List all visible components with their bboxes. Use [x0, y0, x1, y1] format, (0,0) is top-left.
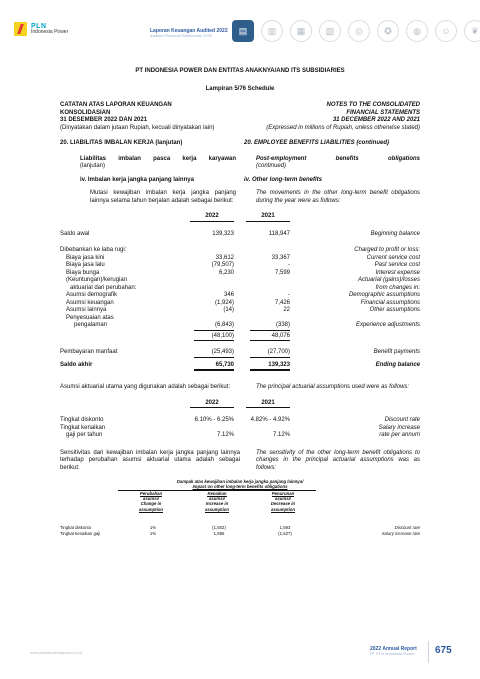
row-value-2021: 22 [283, 307, 290, 313]
footer-report-title: 2022 Annual Report [370, 646, 417, 652]
assumptions-intro [60, 384, 420, 392]
row-increase: 1,695 [213, 530, 225, 536]
left-heading-2: KONSOLIDASIAN [60, 109, 111, 116]
col-decrease-l2: asumsi/ [274, 496, 291, 502]
movement-intro-en: The movements in the other long-term benefit obligations during the year were as follows: [256, 190, 420, 204]
row-decrease: 1,593 [279, 525, 291, 531]
col-decrease-l4: assumption [270, 506, 296, 512]
row-value-2022: 346 [223, 292, 234, 298]
footer-report-sub: PT PLN Indonesia Power [370, 651, 415, 656]
subsection-cont-en: (continued) [256, 163, 287, 169]
row-decrease: (1,627) [278, 530, 292, 536]
right-heading-4: (Expressed in millions of Rupiah, unless otherwise stated) [266, 124, 420, 131]
row-label-en: Experience adjustments [355, 322, 420, 328]
row-value-2021: 48,076 [250, 333, 290, 342]
report-title [150, 28, 228, 39]
row-label: Tingkat kenaikan gaji [60, 530, 101, 536]
row-value-2022: (6,843) [194, 322, 234, 331]
sensitivity-title-en: Impact on other long-term benefits obligations [192, 484, 288, 490]
table-row [60, 262, 420, 270]
row-label: Tingkat diskonto [60, 417, 104, 423]
row-label: Tingkat diskonto [60, 525, 92, 531]
page-header [0, 0, 480, 62]
row-value-2022: 6,230 [218, 269, 234, 276]
row-label-en: Beginning balance [370, 230, 420, 237]
col-change-l1: Perubahan [139, 490, 163, 496]
row-label-en [290, 315, 420, 323]
sensitivity-table [60, 479, 420, 536]
row-label: (Keuntungan)/kerugian [66, 277, 128, 283]
company-title: PT INDONESIA POWER DAN ENTITAS ANAKNYA/AND ITS SUBSIDIARIES [135, 68, 345, 74]
table-row [60, 417, 420, 425]
row-value-2022: (79,507) [211, 262, 234, 268]
brand-name: PLN [31, 23, 47, 30]
table-row [60, 322, 420, 331]
col-change [118, 491, 184, 512]
document-body [60, 64, 420, 536]
factory-icon[interactable]: ▦ [290, 20, 312, 42]
table-row [60, 425, 420, 433]
col-increase-l1: Kenaikan [207, 490, 227, 496]
row-label [60, 333, 178, 342]
table-row [60, 531, 420, 536]
item-heading [60, 177, 420, 185]
movement-intro [60, 190, 420, 205]
row-label: Tingkat kenaikan [60, 424, 106, 431]
row-label-en: Past service cost [374, 262, 420, 268]
row-value-2021: 7,599 [274, 269, 290, 276]
statement-heading [60, 102, 420, 132]
sensitivity-columns [118, 490, 316, 512]
assumptions-intro-id: Asumsi aktuarial utama yang digunakan adalah sebagai berikut: [60, 384, 231, 390]
subsection-heading [60, 156, 420, 171]
row-value-2022 [178, 277, 234, 285]
row-label-en: Other assumptions [369, 307, 420, 313]
chart-icon[interactable]: ▧ [319, 20, 341, 42]
table-row [60, 307, 420, 315]
year-col-2022: 2022 [190, 213, 234, 222]
right-heading-1: NOTES TO THE CONSOLIDATED [326, 102, 420, 108]
row-label: Biaya jasa lalu [66, 262, 105, 268]
row-value-2021 [234, 285, 290, 293]
col-change-l3: Change in [140, 501, 162, 507]
row-label: Asumsi demografik [66, 292, 118, 298]
row-label: Saldo akhir [60, 361, 93, 368]
row-value-2022: (25,493) [194, 349, 234, 358]
footer-url[interactable]: www.plnindonesiapower.co.id [30, 650, 83, 655]
sensitivity-intro [60, 450, 420, 473]
row-label: Biaya bunga [66, 269, 100, 276]
row-value-2021 [234, 315, 290, 323]
table-row [60, 300, 420, 308]
row-label-en: Salary increase rate [381, 530, 420, 536]
table-row [60, 362, 420, 372]
left-heading-3: 31 DESEMBER 2022 DAN 2021 [60, 117, 148, 123]
row-label-en: Demographic assumptions [348, 292, 420, 298]
building-icon[interactable]: ▥ [261, 20, 283, 42]
row-label: aktuarial dari perubahan: [70, 284, 137, 291]
row-change: 1% [149, 525, 157, 531]
col-increase-l4: assumption [204, 506, 230, 512]
item-title-id: iv. Imbalan kerja jangka panjang lainnya [80, 176, 194, 183]
col-increase-l3: Increase in [205, 501, 229, 507]
row-label-en: Financial assumptions [360, 299, 420, 306]
year-col-2021: 2021 [246, 400, 290, 409]
assumptions-intro-en: The principal actuarial assumptions used were as follows: [256, 384, 410, 390]
col-decrease [250, 491, 316, 512]
pln-logo-icon [14, 22, 27, 36]
movement-table [60, 213, 420, 371]
row-label: Pembayaran manfaat [60, 349, 118, 355]
row-label-en: Salary increase [378, 424, 420, 431]
table-row [60, 270, 420, 278]
movement-intro-id: Mutasi kewajiban imbalan kerja jangka panjang lainnya selama tahun berjalan adalah sebagai berikut: [90, 190, 236, 204]
row-value-2021: - [288, 262, 290, 268]
col-decrease-l3: Decrease in [270, 501, 296, 507]
leaf-icon[interactable]: ❦ [464, 20, 480, 42]
brand-subtitle: Indonesia Power [31, 29, 69, 35]
report-title-en: Audited Financial Statements 2022 [150, 33, 213, 38]
table-row [60, 285, 420, 293]
row-value-2021: 4.82% - 4.92% [250, 417, 290, 423]
sensitivity-intro-en: The sensitivity of the other long-term benefit obligations to changes in the principal actuarial assumptions was as follows: [256, 449, 420, 471]
row-label: Asumsi lainnya [66, 307, 107, 313]
row-value-2022: 33,612 [215, 254, 234, 261]
row-change: 1% [149, 530, 157, 536]
assumptions-header [60, 400, 420, 409]
globe-icon[interactable]: ◍ [406, 20, 428, 42]
row-value-2021: 118,947 [268, 230, 290, 237]
row-label-en: Discount rate [384, 417, 420, 423]
table-row [60, 255, 420, 263]
row-label-en: Benefit payments [373, 349, 420, 355]
table-row [60, 277, 420, 285]
table-row [60, 333, 420, 342]
col-change-l4: assumption [138, 506, 164, 512]
left-heading-1: CATATAN ATAS LAPORAN KEUANGAN [60, 102, 172, 108]
row-value-2021: 7,426 [274, 299, 290, 306]
row-label-en: from changes in: [375, 284, 420, 291]
page-number: 675 [435, 645, 452, 656]
row-value-2022: 139,323 [212, 230, 234, 237]
subsection-title-en: Post-employment benefits obligations [256, 155, 420, 162]
row-label: Saldo awal [60, 230, 90, 237]
year-col-2021: 2021 [246, 213, 290, 222]
award-icon[interactable]: ✪ [377, 20, 399, 42]
row-label: Biaya jasa kini [66, 254, 105, 261]
row-value-2021: (338) [250, 322, 290, 331]
section-heading [60, 140, 420, 148]
table-row [60, 292, 420, 300]
row-value-2022: 7.12% [216, 432, 234, 438]
row-label: pengalaman [74, 322, 108, 328]
row-value-2021: - [288, 292, 290, 298]
company-logo[interactable] [14, 22, 68, 36]
col-decrease-l1: Penurunan [271, 490, 295, 496]
assumptions-table [60, 400, 420, 440]
row-value-2022: (1,924) [214, 299, 234, 306]
row-value-2021: 139,323 [250, 362, 290, 372]
chapter-nav [232, 20, 480, 42]
row-label: Penyesuaian atas [66, 314, 114, 321]
row-label-en: Current service cost [366, 254, 420, 261]
row-value-2022 [178, 247, 234, 255]
row-label: gaji per tahun [66, 432, 103, 438]
row-increase: (1,502) [212, 525, 226, 531]
subsection-title-id: Liabilitas imbalan pasca kerja karyawan [80, 155, 236, 162]
row-value-2021: 7.12% [272, 432, 290, 438]
report-title-id: Laporan Keuangan Audited 2022 [150, 28, 228, 34]
people-icon[interactable]: ☺ [435, 20, 457, 42]
col-increase-l2: asumsi/ [208, 496, 225, 502]
document-icon[interactable]: ▤ [232, 20, 254, 42]
row-value-2021: (27,700) [250, 349, 290, 358]
row-label: Dibebankan ke laba rugi: [60, 247, 127, 253]
row-value-2022 [178, 425, 234, 433]
table-row [60, 432, 420, 440]
row-value-2021: 33,367 [271, 254, 290, 261]
row-label-en: Actuarial (gains)/losses [357, 277, 420, 283]
row-value-2021 [234, 425, 290, 433]
col-increase [184, 491, 250, 512]
row-value-2022 [178, 285, 234, 293]
right-heading-3: 31 DECEMBER 2022 AND 2021 [332, 117, 420, 123]
row-label-en: Charged to profit or loss: [354, 247, 420, 253]
row-value-2022: (48,100) [194, 333, 234, 342]
row-value-2022: (14) [223, 307, 234, 313]
row-label-en: Ending balance [375, 361, 420, 368]
row-value-2021 [234, 247, 290, 255]
row-label: Asumsi keuangan [66, 299, 114, 306]
table-row [60, 315, 420, 323]
left-heading-4: (Dinyatakan dalam jutaan Rupiah, kecuali dinyatakan lain) [60, 124, 215, 131]
year-col-2022: 2022 [190, 400, 234, 409]
row-label-en [290, 333, 420, 342]
row-value-2022 [178, 315, 234, 323]
table-row [60, 247, 420, 255]
subsection-cont-id: (lanjutan) [80, 163, 106, 169]
table-row [60, 349, 420, 358]
section-title-id: 20. LIABILITAS IMBALAN KERJA (lanjutan) [60, 140, 183, 146]
right-heading-2: FINANCIAL STATEMENTS [346, 109, 420, 116]
badge-icon[interactable]: ◎ [348, 20, 370, 42]
section-title-en: 20. EMPLOYEE BENEFITS LIABILITIES (continued) [244, 140, 390, 146]
row-label-en: Discount rate [394, 525, 420, 531]
footer-report [370, 646, 417, 657]
row-value-2022: 6.10% - 6.25% [194, 417, 234, 423]
row-value-2021 [234, 277, 290, 285]
row-label-en: Interest expense [375, 269, 420, 276]
footer-divider [428, 641, 429, 663]
row-value-2022: 65,730 [194, 362, 234, 372]
item-title-en: iv. Other long-term benefits [244, 176, 323, 183]
movement-table-header [60, 213, 420, 222]
col-change-l2: asumsi/ [142, 496, 159, 502]
sensitivity-title-id: Dampak atas kewajiban imbalan kerja jangka panjang lainnya/ [176, 479, 304, 484]
schedule-label: Lampiran 5/76 Schedule [205, 85, 275, 92]
table-row [60, 231, 420, 239]
sensitivity-intro-id: Sensitivitas dari kewajiban imbalan kerja jangka panjang lainnya terhadap perubahan asumsi aktuarial utama adalah sebagai berikut: [60, 449, 240, 471]
row-label-en: rate per annum [379, 432, 420, 438]
